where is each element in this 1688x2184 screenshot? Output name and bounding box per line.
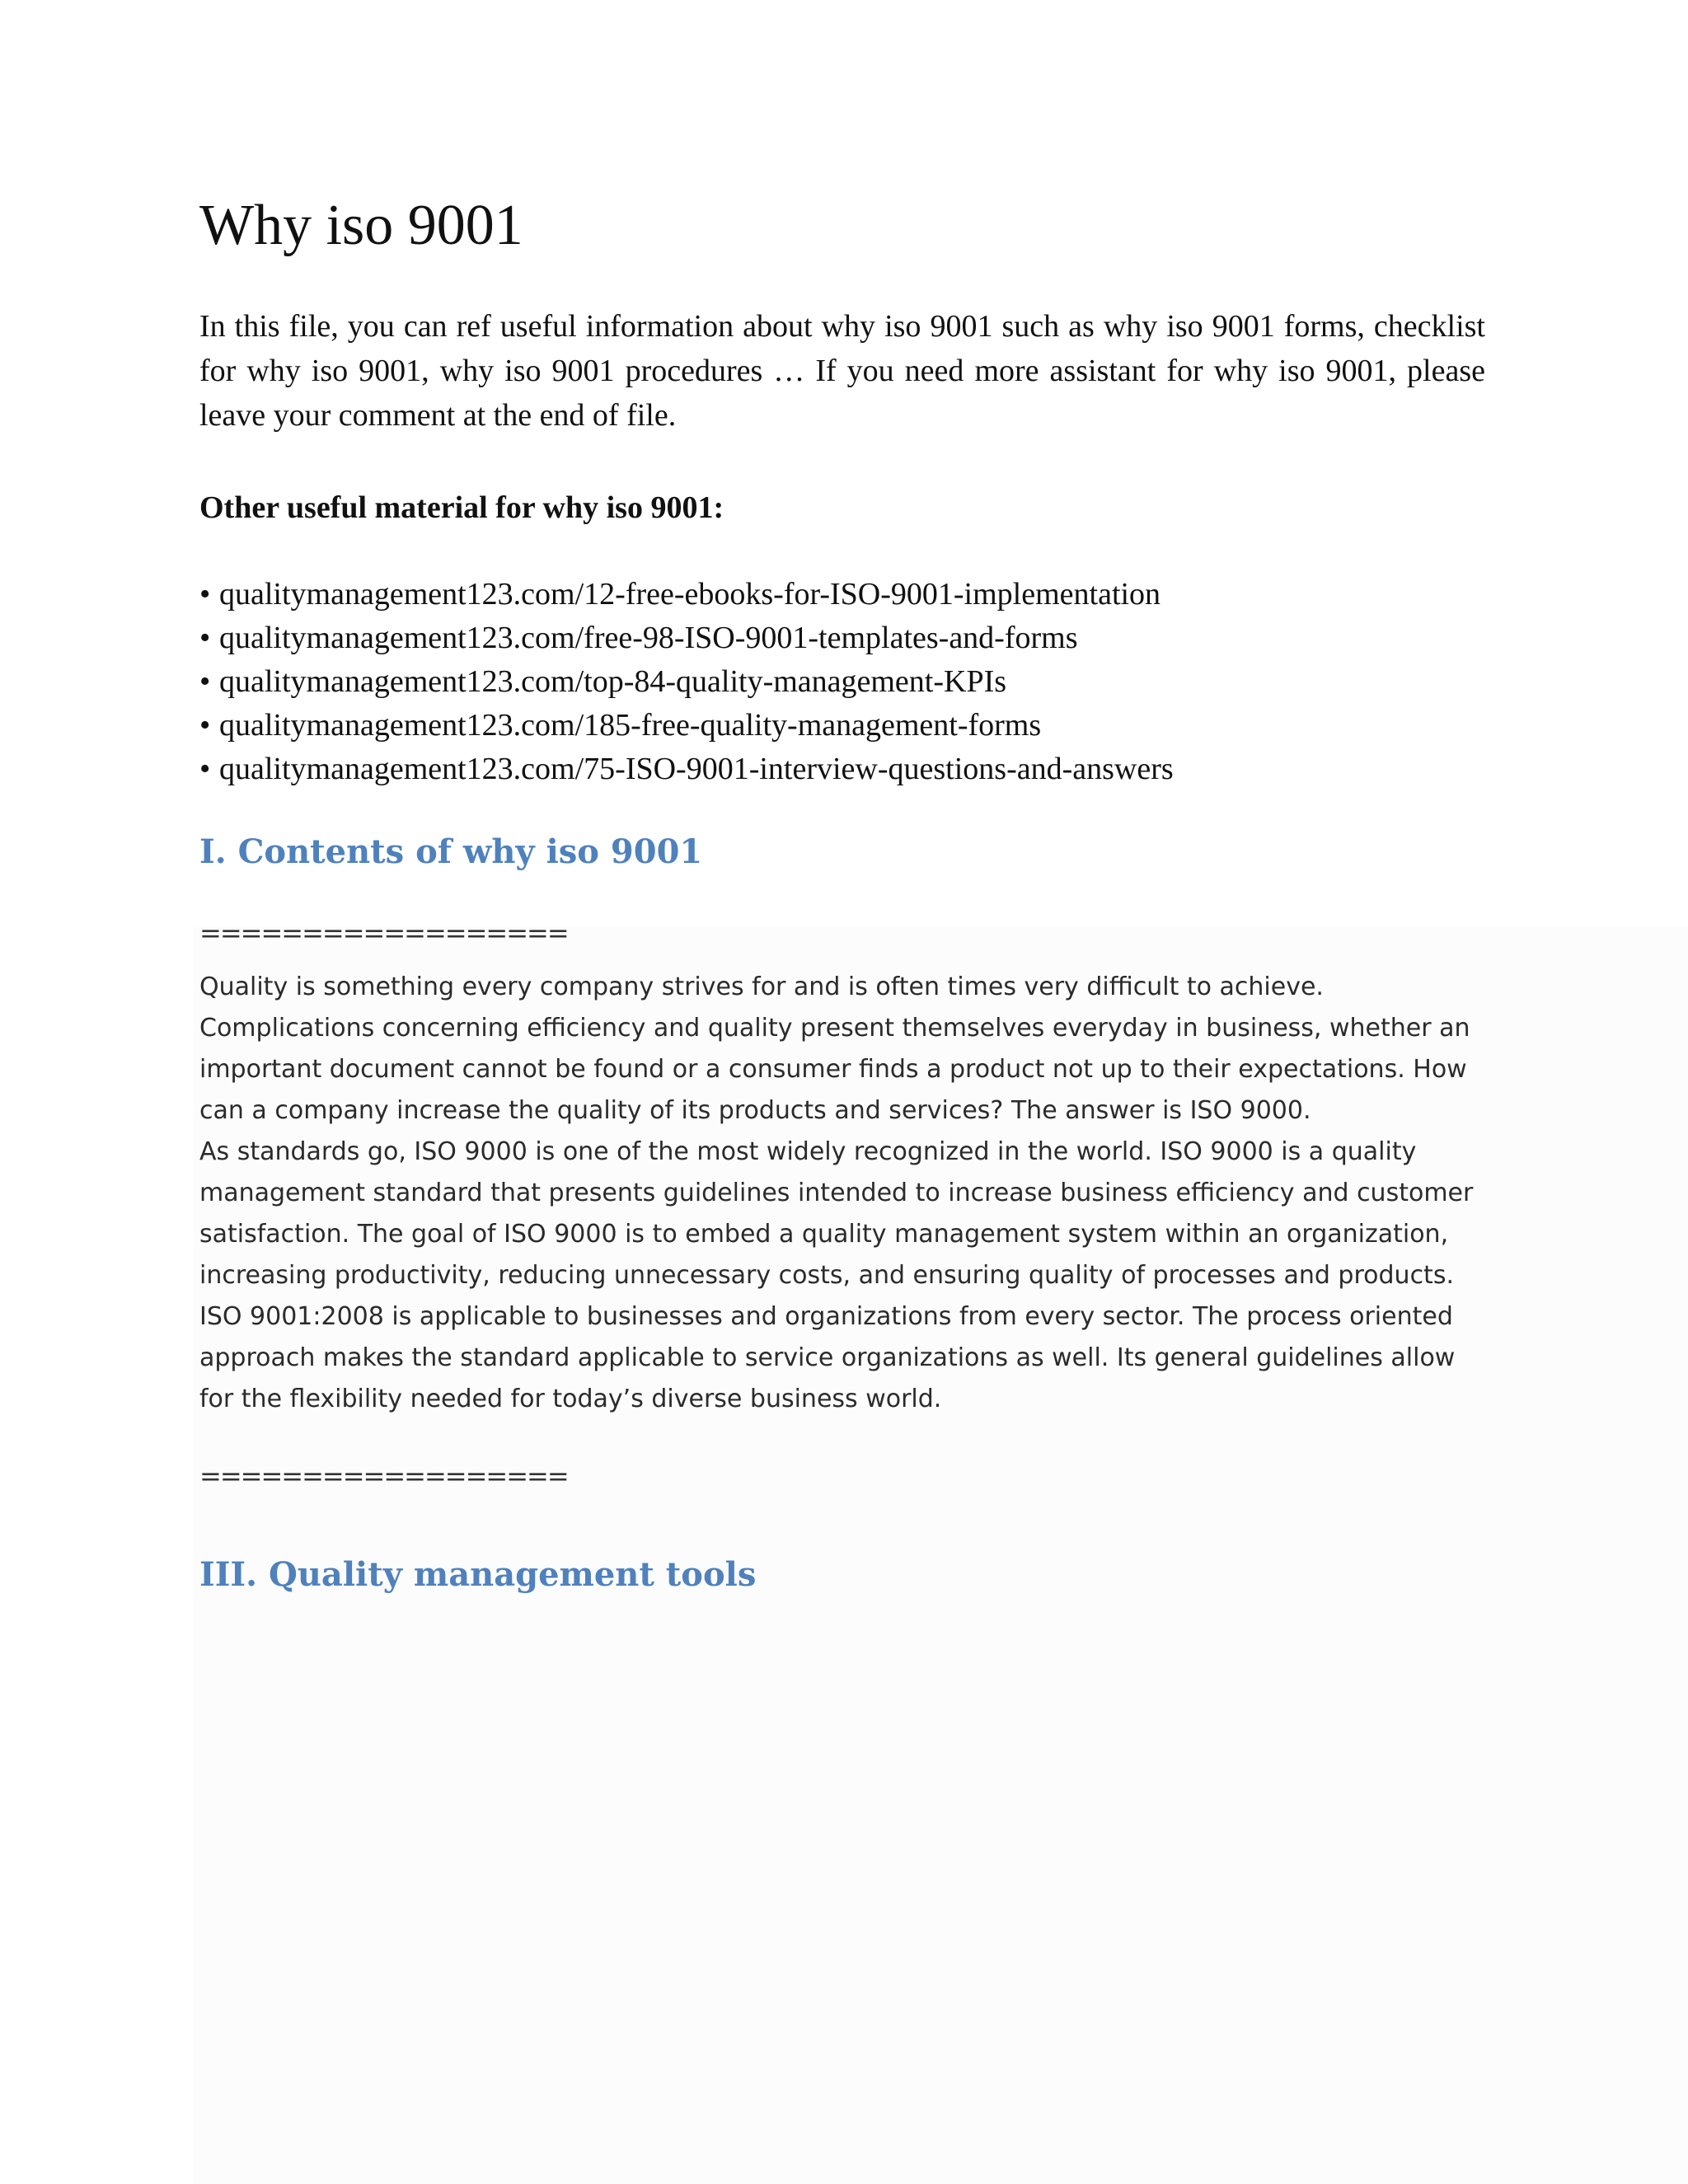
section-heading-quality-tools: III. Quality management tools — [199, 1555, 757, 1594]
other-material-heading: Other useful material for why iso 9001: — [199, 490, 724, 525]
list-item[interactable] — [199, 704, 1485, 748]
document-content — [199, 194, 1485, 1595]
useful-links-list — [199, 573, 1485, 791]
intro-paragraph: In this file, you can ref useful information about why iso 9001 such as why iso 9001 forms, checklist for why iso 9001, why iso 9001 procedures … If you need more assistant for why iso 9001, please leave your comment at the end of file. — [199, 309, 1485, 433]
section-heading-contents: I. Contents of why iso 9001 — [199, 832, 703, 871]
bullet-icon: • — [199, 664, 211, 699]
body-paragraph-1: Quality is something every company strives for and is often times very difficult to achieve. Complications concerning efficiency and quality present themselves everyday in business, whether an important document cannot be found or a consumer finds a product not up to their expectations. How can a company increase the quality of its products and services? The answer is ISO 9000. — [199, 972, 1470, 1125]
link-text[interactable]: qualitymanagement123.com/185-free-quality-management-forms — [219, 708, 1042, 743]
list-item[interactable] — [199, 573, 1485, 616]
list-item[interactable] — [199, 660, 1485, 704]
link-text[interactable]: qualitymanagement123.com/free-98-ISO-9001-templates-and-forms — [219, 621, 1078, 655]
divider-line: ================== — [199, 917, 568, 949]
document-title: Why iso 9001 — [199, 194, 523, 257]
link-text[interactable]: qualitymanagement123.com/top-84-quality-management-KPIs — [219, 664, 1007, 699]
contents-body — [199, 967, 1485, 1420]
bullet-icon: • — [199, 708, 211, 743]
link-text[interactable]: qualitymanagement123.com/75-ISO-9001-interview-questions-and-answers — [219, 752, 1174, 786]
link-text[interactable]: qualitymanagement123.com/12-free-ebooks-for-ISO-9001-implementation — [219, 577, 1161, 612]
list-item[interactable] — [199, 616, 1485, 660]
list-item[interactable] — [199, 748, 1485, 791]
bullet-icon: • — [199, 752, 211, 786]
bullet-icon: • — [199, 577, 211, 612]
bullet-icon: • — [199, 621, 211, 655]
body-paragraph-2: As standards go, ISO 9000 is one of the most widely recognized in the world. ISO 9000 is a quality management standard that presents guidelines intended to increase business efficiency and customer satisfaction. The goal of ISO 9000 is to embed a quality management system within an organization, increasing productivity, reducing unnecessary costs, and ensuring quality of processes and products. ISO 9001:2008 is applicable to businesses and organizations from every sector. The process oriented approach makes the standard applicable to service organizations as well. Its general guidelines allow for the flexibility needed for today’s diverse business world. — [199, 1137, 1474, 1413]
divider-line: ================== — [199, 1460, 568, 1492]
